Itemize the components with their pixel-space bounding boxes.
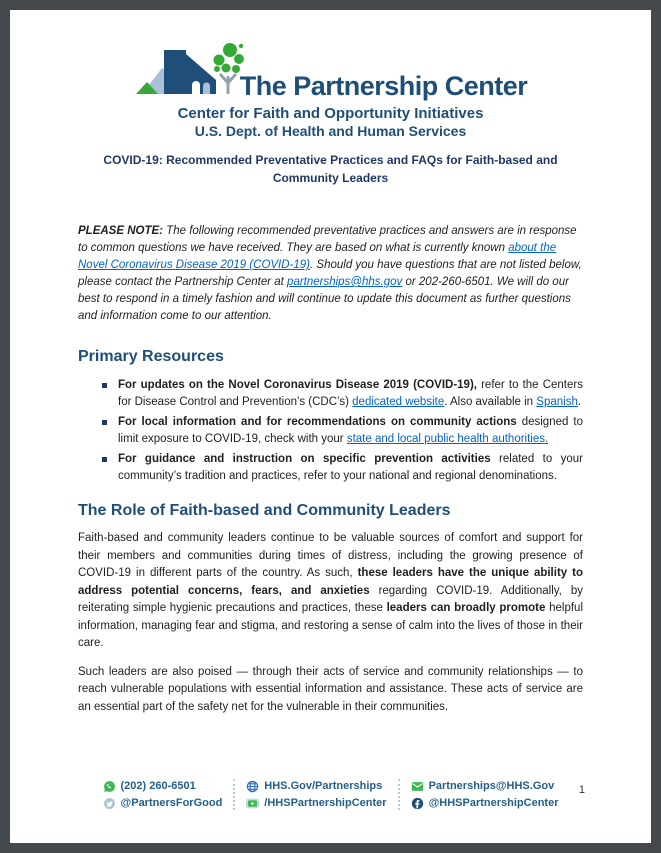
text-segment: refer to the Centers for Disease Control and Prevention’s (CDC’s) <box>118 379 583 408</box>
globe-icon <box>246 780 259 793</box>
document-title <box>78 151 583 187</box>
please-note-paragraph <box>78 223 583 325</box>
primary-resources-list <box>78 377 583 485</box>
footer-column-email-facebook <box>398 779 570 810</box>
footer-item-label: (202) 260-6501 <box>120 780 196 792</box>
list-item <box>78 451 583 485</box>
footer-item-youtube <box>246 796 386 810</box>
text-segment: regarding COVID-19. Additionally, by reiterating simple hygienic precautions and practices, these <box>78 584 583 614</box>
text-segment: Faith-based and community leaders continue to be valuable sources of comfort and support for their members and communities during times of distress, including the growing presence of COVID-19 in different parts of the country. As such, <box>78 532 583 579</box>
text-segment: leaders can broadly promote <box>386 602 546 614</box>
footer-item-phone <box>103 779 223 793</box>
inline-link[interactable]: about the Novel Coronavirus Disease 2019 (COVID-19) <box>78 242 557 271</box>
footer-column-web-youtube <box>233 779 397 810</box>
bullet-text <box>118 379 583 408</box>
inline-link[interactable]: Spanish <box>536 396 578 408</box>
role-paragraph-1 <box>78 530 583 653</box>
logo-block <box>78 38 583 139</box>
logo-subtitle-2: U.S. Dept. of Health and Human Services <box>194 123 467 139</box>
text-segment: For local information and for recommendations on community actions <box>118 416 517 428</box>
logo-subtitle-1: Center for Faith and Opportunity Initiatives <box>177 105 484 122</box>
text-segment: these leaders have the unique ability to address potential concerns, fears, and anxieties <box>78 567 584 597</box>
footer-item-label: Partnerships@HHS.Gov <box>428 780 555 792</box>
bullet-text <box>118 453 583 482</box>
email-icon <box>411 780 424 793</box>
footer-item-label: @PartnersForGood <box>120 797 223 809</box>
role-paragraph-2 <box>78 664 583 717</box>
footer-column-phone-twitter <box>92 779 234 810</box>
document-title-line2: Community Leaders <box>272 171 389 185</box>
text-segment: related to your community’s tradition and practices, refer to your national and regional denominations. <box>118 453 583 482</box>
footer-item-website <box>246 779 386 793</box>
text-segment: . Should you have questions that are not listed below, please contact the Partnership Center at <box>78 259 582 288</box>
text-segment: helpful information, managing fear and stigma, and restoring a sense of calm into the lives of those in their care. <box>78 602 583 649</box>
text-segment: Such leaders are also poised — through their acts of service and community relationships — to reach vulnerable populations with essential information and assistance. These acts of service are an essential part of the safety net for the vulnerable in their communities. <box>78 665 583 713</box>
twitter-icon <box>103 797 116 810</box>
inline-link[interactable]: state and local public health authorities. <box>346 433 549 445</box>
text-segment: PLEASE NOTE: <box>78 225 163 237</box>
text-segment: or 202-260-6501. We will do our best to respond in a timely fashion and will continue to update this document as further questions and information come to our attention. <box>78 276 571 322</box>
logo-row <box>134 38 528 106</box>
inline-link[interactable]: partnerships@hhs.gov <box>287 276 403 288</box>
whatsapp-icon <box>103 780 116 793</box>
bullet-square-icon <box>102 383 107 388</box>
footer-item-twitter <box>103 796 223 810</box>
facebook-icon <box>411 797 424 810</box>
section-heading-role-of-leaders: The Role of Faith-based and Community Leaders <box>78 502 451 519</box>
footer-item-label: @HHSPartnershipCenter <box>428 797 559 809</box>
bullet-text <box>118 416 583 445</box>
partnership-center-logo-icon <box>134 38 246 106</box>
list-item <box>78 414 583 448</box>
text-segment: . Also available in <box>444 396 537 408</box>
youtube-icon <box>246 797 259 810</box>
text-segment: The following recommended preventative practices and answers are in response to common questions we have received. They are based on what is currently known <box>78 225 577 254</box>
logo-title: The Partnership Center <box>239 71 528 101</box>
bullet-square-icon <box>102 457 107 462</box>
footer-item-facebook <box>411 796 559 810</box>
text-segment: . <box>577 396 582 408</box>
document-title-line1: COVID-19: Recommended Preventative Practices and FAQs for Faith-based and <box>103 153 558 167</box>
page-number: 1 <box>578 784 585 796</box>
footer-item-label: HHS.Gov/Partnerships <box>264 780 383 792</box>
bullet-square-icon <box>102 420 107 425</box>
text-segment: For updates on the Novel Coronavirus Disease 2019 (COVID-19), <box>118 379 477 391</box>
text-segment: designed to limit exposure to COVID-19, check with your <box>118 416 583 445</box>
contact-footer <box>10 779 651 810</box>
text-segment: For guidance and instruction on specific prevention activities <box>118 453 491 465</box>
document-page <box>10 10 651 843</box>
section-heading-primary-resources: Primary Resources <box>78 348 224 365</box>
footer-item-email <box>411 779 559 793</box>
inline-link[interactable]: dedicated website <box>352 396 445 408</box>
footer-item-label: /HHSPartnershipCenter <box>264 797 387 809</box>
list-item <box>78 377 583 411</box>
